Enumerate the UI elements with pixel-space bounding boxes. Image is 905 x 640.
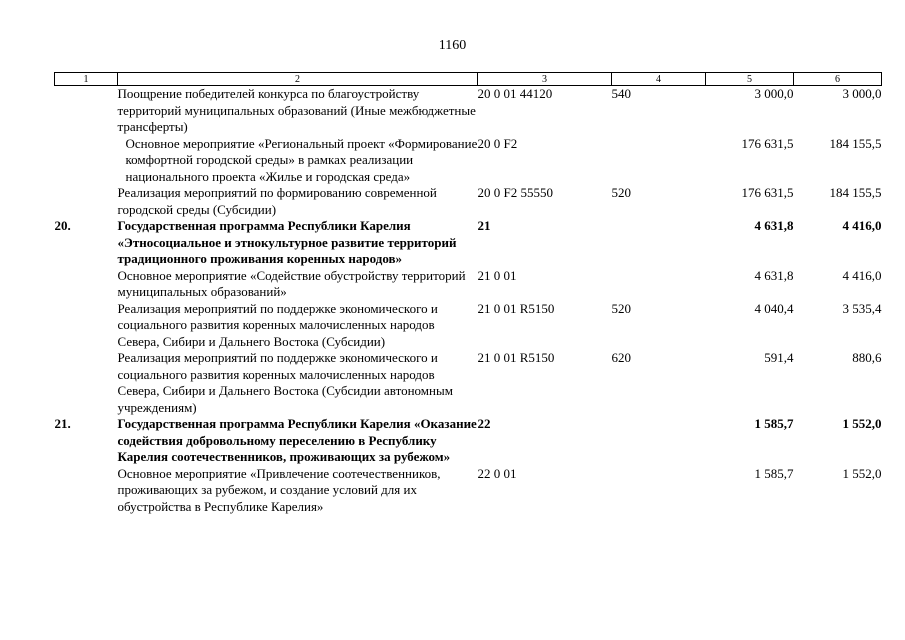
row-name: Основное мероприятие «Привлечение соотечественников, проживающих за рубежом, и создание условий для их обустройства в Республике Карелия» — [117, 465, 441, 514]
row-value-2022: 184 155,5 — [829, 135, 882, 151]
row-code: 20 0 F2 55550 — [477, 185, 553, 200]
row-expense-type — [612, 136, 706, 186]
row-expense-type — [612, 416, 706, 466]
row-code: 21 — [477, 218, 491, 233]
row-number — [55, 185, 118, 218]
row-value-2021: 4 631,8 — [754, 218, 794, 233]
row-value-2022: 4 416,0 — [842, 218, 882, 233]
row-number: 21. — [54, 416, 71, 431]
row-expense-type — [612, 466, 706, 516]
row-expense-type — [612, 268, 706, 301]
table-row — [55, 86, 882, 136]
table-body — [55, 86, 882, 516]
row-expense-type: 620 — [611, 350, 631, 365]
row-code: 21 0 01 — [477, 267, 517, 283]
row-name: Реализация мероприятий по поддержке экономического и социального развития коренных малочисленных народов Севера, Сибири и Дальнего Востока (Субсидии автономным учреждениям) — [117, 350, 453, 415]
row-code: 22 — [477, 416, 491, 431]
row-value-2021: 176 631,5 — [741, 135, 794, 151]
row-value-2021: 591,4 — [764, 350, 794, 365]
header-row — [55, 73, 882, 86]
header-col-6: 6 — [794, 73, 882, 86]
table-row — [55, 466, 882, 516]
row-name: Государственная программа Республики Карелия «Оказание содействия добровольному переселению в Республику Карелия соотечественников, проживающих за рубежом» — [117, 416, 477, 464]
table-row — [55, 218, 882, 268]
row-name: Реализация мероприятий по поддержке экономического и социального развития коренных малочисленных народов Севера, Сибири и Дальнего Востока (Субсидии) — [117, 300, 438, 349]
header-col-5: 5 — [706, 73, 794, 86]
row-value-2022: 1 552,0 — [842, 465, 882, 481]
row-number — [55, 268, 118, 301]
row-value-2022: 4 416,0 — [842, 267, 882, 283]
table-row — [55, 301, 882, 351]
row-name: Реализация мероприятий по формированию современной городской среды (Субсидии) — [117, 185, 437, 217]
table-row — [55, 185, 882, 218]
row-value-2021: 4 631,8 — [754, 267, 794, 283]
budget-table — [54, 72, 882, 515]
header-col-1: 1 — [55, 73, 118, 86]
row-code: 21 0 01 R5150 — [477, 300, 555, 316]
header-col-2: 2 — [118, 73, 478, 86]
row-number — [55, 136, 118, 186]
table-row — [55, 136, 882, 186]
row-value-2022: 3 535,4 — [842, 300, 882, 316]
row-expense-type: 540 — [611, 86, 631, 101]
header-col-4: 4 — [612, 73, 706, 86]
row-value-2021: 1 585,7 — [754, 465, 794, 481]
row-expense-type: 520 — [611, 300, 631, 316]
row-value-2022: 880,6 — [852, 350, 882, 365]
row-number — [55, 466, 118, 516]
row-code: 20 0 F2 — [477, 135, 518, 151]
row-code: 20 0 01 44120 — [477, 86, 553, 101]
row-value-2021: 1 585,7 — [754, 416, 794, 431]
header-col-3: 3 — [478, 73, 612, 86]
row-name: Поощрение победителей конкурса по благоустройству территорий муниципальных образований (Иные межбюджетные трансферты) — [117, 86, 476, 134]
row-value-2022: 184 155,5 — [829, 185, 882, 200]
row-name: Основное мероприятие «Содействие обустройству территорий муниципальных образований» — [117, 267, 466, 299]
row-code: 21 0 01 R5150 — [477, 350, 555, 365]
row-name: Основное мероприятие «Региональный проект «Формирование комфортной городской среды» в рамках реализации национального проекта «Жилье и городская среда» — [125, 135, 478, 184]
row-value-2021: 3 000,0 — [754, 86, 794, 101]
table-row — [55, 268, 882, 301]
table-row — [55, 350, 882, 416]
row-code: 22 0 01 — [477, 465, 517, 481]
row-expense-type: 520 — [611, 185, 631, 200]
row-number — [55, 86, 118, 136]
row-value-2021: 176 631,5 — [741, 185, 794, 200]
row-expense-type — [612, 218, 706, 268]
row-value-2022: 3 000,0 — [842, 86, 882, 101]
page-number: 1160 — [438, 38, 467, 53]
row-number: 20. — [54, 218, 71, 233]
table-row — [55, 416, 882, 466]
row-value-2021: 4 040,4 — [754, 300, 794, 316]
row-number — [55, 350, 118, 416]
row-name: Государственная программа Республики Карелия «Этносоциальное и этнокультурное развитие территорий традиционного проживания коренных народов» — [117, 218, 457, 266]
row-value-2022: 1 552,0 — [842, 416, 882, 431]
row-number — [55, 301, 118, 351]
